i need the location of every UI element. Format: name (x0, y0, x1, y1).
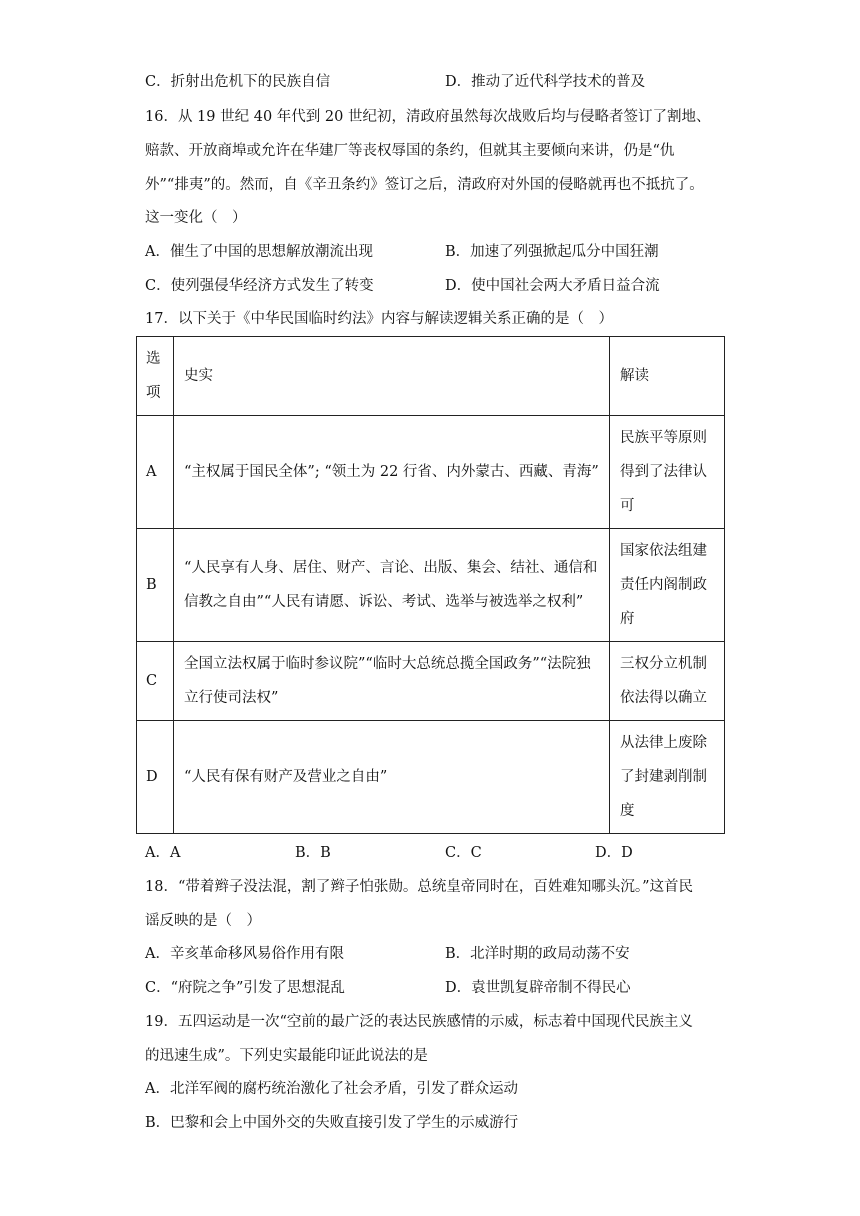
q17-stem: 17．以下关于《中华民国临时约法》内容与解读逻辑关系正确的是（ ） (145, 311, 613, 327)
table-row (137, 529, 725, 642)
q18-stem-line-1: 18．“带着辫子没法混，割了辫子怕张勋。总统皇帝同时在，百姓难知哪头沉。”这首民 (145, 879, 694, 895)
q17-answer-b: B．B (295, 845, 331, 861)
q17-answer-d: D．D (595, 845, 633, 861)
q17-answer-a: A．A (145, 845, 181, 861)
q16-stem-line-2: 赔款、开放商埠或允许在华建厂等丧权辱国的条约，但就其主要倾向来讲，仍是“仇 (145, 143, 675, 159)
row-option: C (137, 642, 174, 721)
header-reading: 解读 (610, 337, 725, 416)
q18-option-b: B．北洋时期的政局动荡不安 (445, 946, 630, 962)
q19-option-a: A．北洋军阀的腐朽统治激化了社会矛盾，引发了群众运动 (145, 1081, 518, 1097)
table-row (137, 416, 725, 529)
table-row (137, 642, 725, 721)
q17-answer-c: C．C (445, 845, 482, 861)
q16-stem-line-4: 这一变化（ ） (145, 210, 247, 226)
row-fact: “主权属于国民全体”; “领土为 22 行省、内外蒙古、西藏、青海” (174, 416, 610, 529)
row-option: D (137, 721, 174, 834)
q18-option-c: C．“府院之争”引发了思想混乱 (145, 980, 345, 996)
header-option: 选项 (137, 337, 174, 416)
q18-option-d: D．袁世凯复辟帝制不得民心 (445, 980, 631, 996)
q15-option-c: C．折射出危机下的民族自信 (145, 74, 331, 90)
q16-option-c: C．使列强侵华经济方式发生了转变 (145, 278, 374, 294)
row-reading: 国家依法组建责任内阁制政府 (610, 529, 725, 642)
q16-option-a: A．催生了中国的思想解放潮流出现 (145, 244, 373, 260)
q16-option-b: B．加速了列强掀起瓜分中国狂潮 (445, 244, 659, 260)
header-fact: 史实 (174, 337, 610, 416)
row-fact: “人民有保有财产及营业之自由” (174, 721, 610, 834)
q19-stem-line-1: 19．五四运动是一次“空前的最广泛的表达民族感情的示威，标志着中国现代民族主义 (145, 1014, 693, 1030)
q18-option-a: A．辛亥革命移风易俗作用有限 (145, 946, 344, 962)
table-row (137, 721, 725, 834)
q16-stem-line-1: 16．从 19 世纪 40 年代到 20 世纪初，清政府虽然每次战败后均与侵略者签订了割地、 (145, 109, 711, 125)
q17-table (136, 336, 725, 834)
q18-stem-line-2: 谣反映的是（ ） (145, 913, 261, 929)
q16-option-d: D．使中国社会两大矛盾日益合流 (445, 278, 660, 294)
q19-option-b: B．巴黎和会上中国外交的失败直接引发了学生的示威游行 (145, 1115, 519, 1131)
q16-stem-line-3: 外”“排夷”的。然而，自《辛丑条约》签订之后，清政府对外国的侵略就再也不抵抗了。 (145, 177, 704, 193)
row-reading: 民族平等原则得到了法律认可 (610, 416, 725, 529)
q15-option-d: D．推动了近代科学技术的普及 (445, 74, 646, 90)
row-reading: 三权分立机制依法得以确立 (610, 642, 725, 721)
table-header-row (137, 337, 725, 416)
row-fact: 全国立法权属于临时参议院”“临时大总统总揽全国政务”“法院独立行使司法权” (174, 642, 610, 721)
row-reading: 从法律上废除了封建剥削制度 (610, 721, 725, 834)
row-option: B (137, 529, 174, 642)
row-option: A (137, 416, 174, 529)
q19-stem-line-2: 的迅速生成”。下列史实最能印证此说法的是 (145, 1048, 428, 1064)
row-fact: “人民享有人身、居住、财产、言论、出版、集会、结社、通信和信教之自由”“人民有请愿、诉讼、考试、选举与被选举之权利” (174, 529, 610, 642)
